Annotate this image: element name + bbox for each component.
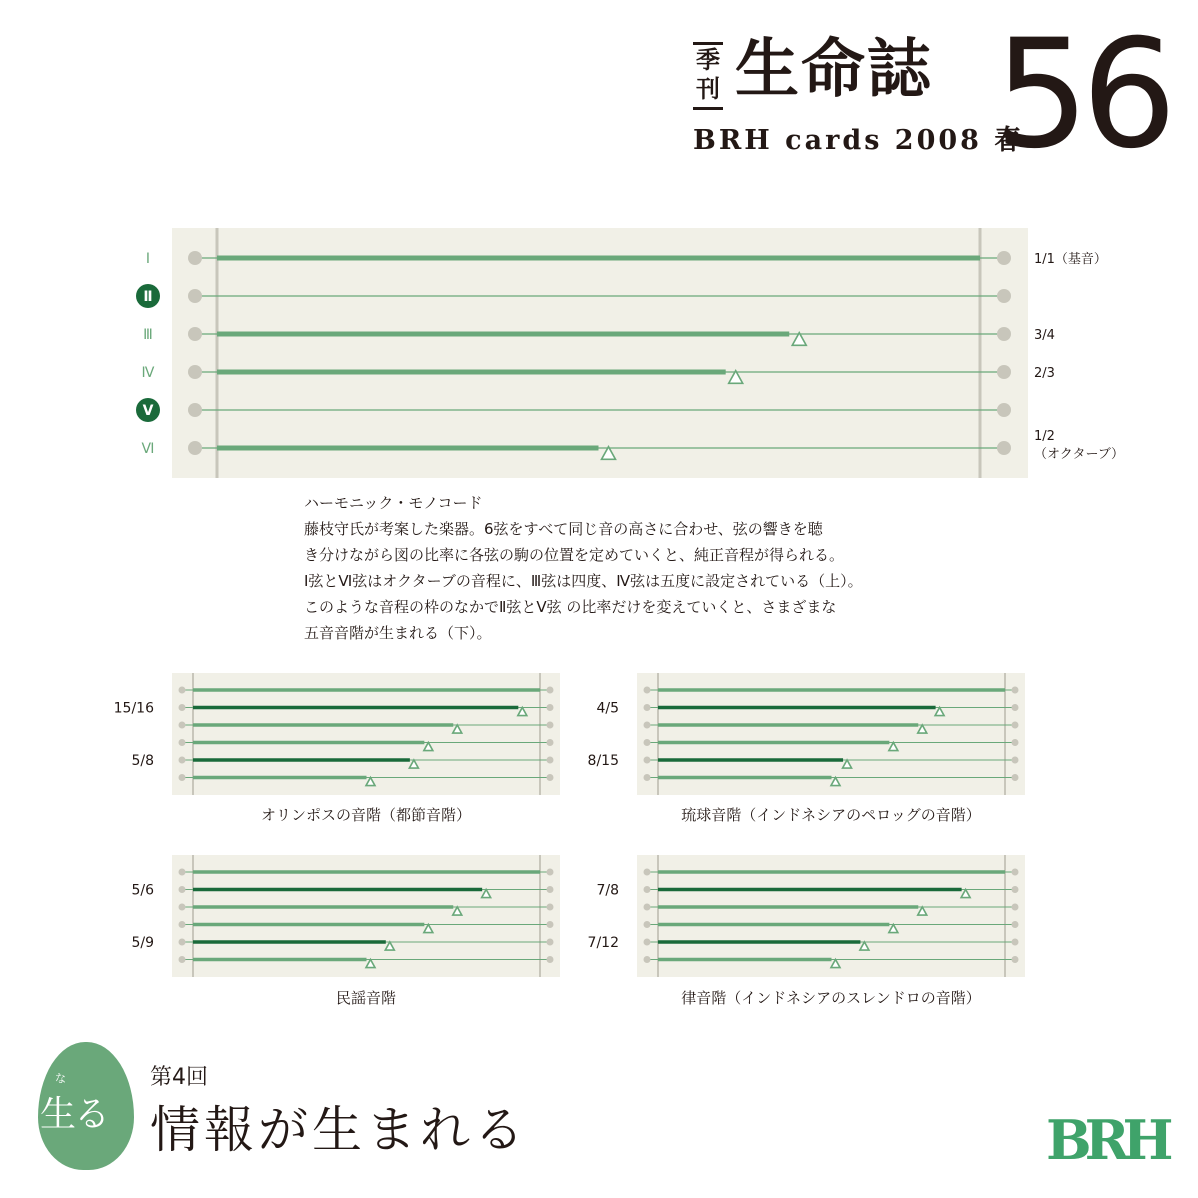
scale-peg [547, 886, 554, 893]
scale-peg [547, 904, 554, 911]
tuning-peg [188, 403, 202, 417]
scale-peg [1012, 904, 1019, 911]
tuning-peg [188, 327, 202, 341]
scale-peg [547, 704, 554, 711]
scale-ratio-label-5: 5/9 [131, 935, 154, 951]
scale-ratio-label-5: 5/8 [131, 753, 154, 769]
scale-peg [179, 869, 186, 876]
scale-peg [644, 704, 651, 711]
scale-peg [547, 739, 554, 746]
description-line: 五音音階が生まれる（下）。 [304, 624, 492, 642]
scale-peg [644, 757, 651, 764]
ratio-label: （オクターブ） [1034, 447, 1124, 462]
issue-number: 56 [994, 8, 1169, 182]
scale-peg [1012, 939, 1019, 946]
scale-peg [179, 774, 186, 781]
scale-peg [547, 869, 554, 876]
scale-ratio-label-5: 7/12 [587, 935, 619, 951]
tuning-peg [188, 365, 202, 379]
description-line: き分けながら図の比率に各弦の駒の位置を定めていくと、純正音程が得られる。 [304, 546, 845, 564]
scale-peg [644, 774, 651, 781]
scale-peg [1012, 739, 1019, 746]
scale-peg [644, 921, 651, 928]
string-number: Ⅱ [143, 289, 153, 305]
scale-peg [1012, 956, 1019, 963]
scale-peg [644, 939, 651, 946]
scale-peg [547, 939, 554, 946]
scale-peg [179, 722, 186, 729]
tuning-peg [997, 289, 1011, 303]
scale-peg [1012, 704, 1019, 711]
description-line: Ⅰ弦とⅥ弦はオクターブの音程に、Ⅲ弦は四度、Ⅳ弦は五度に設定されている（上）。 [304, 572, 863, 590]
scale-peg [1012, 774, 1019, 781]
egg-text: 生る [40, 1094, 109, 1135]
string-number: Ⅰ [145, 251, 151, 267]
string-number: Ⅴ [142, 403, 154, 419]
scale-peg [1012, 757, 1019, 764]
scale-peg [644, 904, 651, 911]
scale-peg [547, 722, 554, 729]
magazine-subtitle: BRH cards 2008 春 [693, 125, 1025, 156]
scale-peg [547, 921, 554, 928]
scale-ratio-label-2: 5/6 [131, 882, 154, 899]
tuning-peg [997, 441, 1011, 455]
scale-caption-ritsu: 律音階（インドネシアのスレンドロの音階） [681, 989, 981, 1007]
tuning-peg [188, 441, 202, 455]
series-title: 情報が生まれる [150, 1101, 528, 1159]
tuning-peg [997, 403, 1011, 417]
scale-peg [179, 939, 186, 946]
description [304, 490, 924, 646]
scale-peg [547, 687, 554, 694]
series-number: 第4回 [150, 1065, 208, 1090]
ratio-label: 3/4 [1034, 328, 1055, 343]
scale-caption-minyo: 民謡音階 [335, 989, 396, 1007]
string-number: Ⅲ [143, 327, 153, 343]
description-line: 藤枝守氏が考案した楽器。6弦をすべて同じ音の高さに合わせ、弦の響きを聴 [304, 520, 823, 538]
scale-peg [179, 921, 186, 928]
scale-peg [1012, 886, 1019, 893]
scale-peg [179, 704, 186, 711]
scale-peg [644, 687, 651, 694]
scale-peg [1012, 869, 1019, 876]
tuning-peg [997, 251, 1011, 265]
string-number: Ⅵ [141, 441, 155, 457]
scale-peg [644, 886, 651, 893]
scale-peg [644, 869, 651, 876]
string-number: Ⅳ [141, 365, 155, 381]
ratio-label: 1/1（基音） [1034, 252, 1107, 267]
scale-peg [1012, 722, 1019, 729]
scale-peg [547, 774, 554, 781]
scale-peg [179, 739, 186, 746]
monochord-panel [172, 228, 1028, 478]
description-title: ハーモニック・モノコード [304, 494, 483, 512]
scale-ratio-label-2: 15/16 [113, 700, 154, 717]
magazine-title: 生命誌 [735, 32, 933, 107]
scale-ratio-label-5: 8/15 [587, 753, 619, 769]
tuning-peg [997, 365, 1011, 379]
egg-ruby: な [55, 1072, 66, 1085]
scale-peg [179, 956, 186, 963]
ratio-label: 2/3 [1034, 366, 1055, 381]
tuning-peg [188, 251, 202, 265]
scale-peg [1012, 687, 1019, 694]
description-line: このような音程の枠のなかでⅡ弦とⅤ弦 の比率だけを変えていくと、さまざまな [304, 598, 837, 616]
scale-peg [644, 956, 651, 963]
scale-peg [179, 904, 186, 911]
quarterly-top: 季 [696, 45, 720, 74]
tuning-peg [188, 289, 202, 303]
scale-caption-olympos: オリンポスの音階（都節音階） [260, 806, 471, 824]
scale-peg [179, 886, 186, 893]
scale-peg [644, 739, 651, 746]
scale-ratio-label-2: 4/5 [596, 700, 619, 717]
scale-peg [547, 956, 554, 963]
quarterly-bottom: 刊 [696, 74, 720, 103]
scale-caption-ryukyu: 琉球音階（インドネシアのペロッグの音階） [681, 806, 981, 824]
scale-peg [1012, 921, 1019, 928]
tuning-peg [997, 327, 1011, 341]
scale-peg [179, 687, 186, 694]
ratio-label: 1/2 [1034, 429, 1055, 444]
scale-peg [179, 757, 186, 764]
brh-logo: BRH [1046, 1108, 1167, 1172]
scale-ratio-label-2: 7/8 [596, 882, 619, 899]
scale-peg [547, 757, 554, 764]
scale-peg [644, 722, 651, 729]
